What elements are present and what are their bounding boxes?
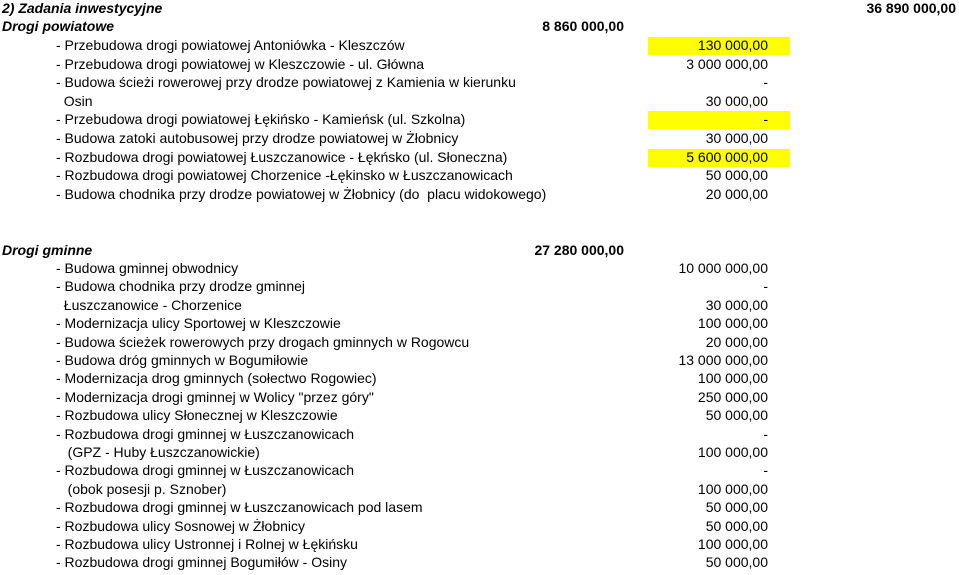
list-item-label: - Budowa ścieżek rowerowych przy drogach gminnych w Rogowcu (56, 333, 470, 350)
list-item-label: - Budowa chodnika przy drodze powiatowej w Żłobnicy (do placu widokowego) (56, 185, 547, 202)
list-item-label: - Przebudowa drogi powiatowej Łękińsko - Kamieńsk (ul. Szkolna) (56, 111, 466, 128)
list-item-amount: 13 000 000,00 (678, 352, 768, 368)
list-item-amount: 250 000,00 (697, 388, 768, 405)
list-item-label: - Modernizacja drog gminnych (sołectwo Rogowiec) (56, 370, 377, 387)
section-total: 36 890 000,00 (866, 0, 956, 16)
list-item-label: - Budowa gminnej obwodnicy (56, 260, 239, 276)
list-item-amount: 20 000,00 (705, 333, 768, 350)
list-item-amount: 10 000 000,00 (678, 260, 768, 276)
list-item-amount: 100 000,00 (697, 370, 768, 387)
section-title: 2) Zadania inwestycyjne (2, 0, 163, 16)
list-item-amount: 50 000,00 (705, 554, 768, 571)
list-item-label: - Budowa dróg gminnych w Bogumiłowie (56, 352, 309, 368)
list-item-label: (GPZ - Huby Łuszczanowickie) (56, 444, 260, 460)
list-item-amount: 100 000,00 (697, 315, 768, 332)
list-item-label: - Rozbudowa drogi gminnej w Łuszczanowicach (56, 462, 355, 479)
list-item-amount: 30 000,00 (705, 296, 768, 313)
gminne-subtotal: 27 280 000,00 (534, 242, 624, 258)
list-item-amount: 100 000,00 (697, 536, 768, 552)
list-item-label: - Rozbudowa drogi gminnej Bogumiłów - Osiny (56, 554, 348, 571)
list-item-label: - Rozbudowa drogi powiatowej Chorzenice -Łękinsko w Łuszczanowicach (56, 167, 513, 184)
list-item-amount: 30 000,00 (705, 130, 768, 146)
list-item-amount: - (763, 74, 768, 91)
list-item-label: - Rozbudowa drogi gminnej w Łuszczanowicach pod lasem (56, 499, 423, 516)
list-item-amount: - (763, 278, 768, 295)
list-item-label: - Rozbudowa ulicy Słonecznej w Kleszczowie (56, 407, 338, 424)
list-item-amount: 100 000,00 (697, 480, 768, 497)
list-item-amount: 130 000,00 (697, 37, 768, 53)
list-item-amount: 50 000,00 (705, 167, 768, 184)
list-item-label: - Rozbudowa ulicy Ustronnej i Rolnej w Łękińsku (56, 536, 358, 552)
list-item-label: Łuszczanowice - Chorzenice (56, 296, 242, 313)
list-item-label: - Rozbudowa ulicy Sosnowej w Żłobnicy (56, 517, 305, 534)
list-item-label: - Rozbudowa drogi gminnej w Łuszczanowicach (56, 425, 355, 442)
list-item-label: Osin (56, 92, 93, 109)
list-item-label: (obok posesji p. Sznober) (56, 480, 227, 497)
list-item-label: - Rozbudowa drogi powiatowej Łuszczanowice - Łękńsko (ul. Słoneczna) (56, 148, 508, 165)
list-item-label: - Budowa zatoki autobusowej przy drodze powiatowej w Żłobnicy (56, 130, 459, 146)
list-item-amount: - (763, 462, 768, 479)
list-item-amount: 3 000 000,00 (686, 55, 768, 72)
list-item-label: - Modernizacja ulicy Sportowej w Kleszczowie (56, 315, 341, 332)
powiatowe-title: Drogi powiatowe (2, 18, 114, 34)
list-item-label: - Modernizacja drogi gminnej w Wolicy "przez góry" (56, 388, 374, 405)
list-item-label: - Budowa chodnika przy drodze gminnej (56, 278, 306, 295)
powiatowe-subtotal: 8 860 000,00 (542, 18, 624, 34)
list-item-amount: 20 000,00 (705, 185, 768, 202)
gminne-title: Drogi gminne (2, 242, 93, 258)
list-item-amount: 50 000,00 (705, 517, 768, 534)
list-item-amount: - (763, 111, 768, 128)
list-item-label: - Przebudowa drogi powiatowej Antoniówka - Kleszczów (56, 37, 405, 53)
list-item-amount: 50 000,00 (705, 499, 768, 516)
list-item-amount: 30 000,00 (705, 92, 768, 109)
list-item-label: - Przebudowa drogi powiatowej w Kleszczowie - ul. Główna (56, 55, 425, 72)
list-item-amount: - (763, 425, 768, 442)
list-item-label: - Budowa ścieżi rowerowej przy drodze powiatowej z Kamienia w kierunku (56, 74, 516, 91)
list-item-amount: 5 600 000,00 (686, 148, 768, 165)
list-item-amount: 50 000,00 (705, 407, 768, 424)
list-item-amount: 100 000,00 (697, 444, 768, 460)
